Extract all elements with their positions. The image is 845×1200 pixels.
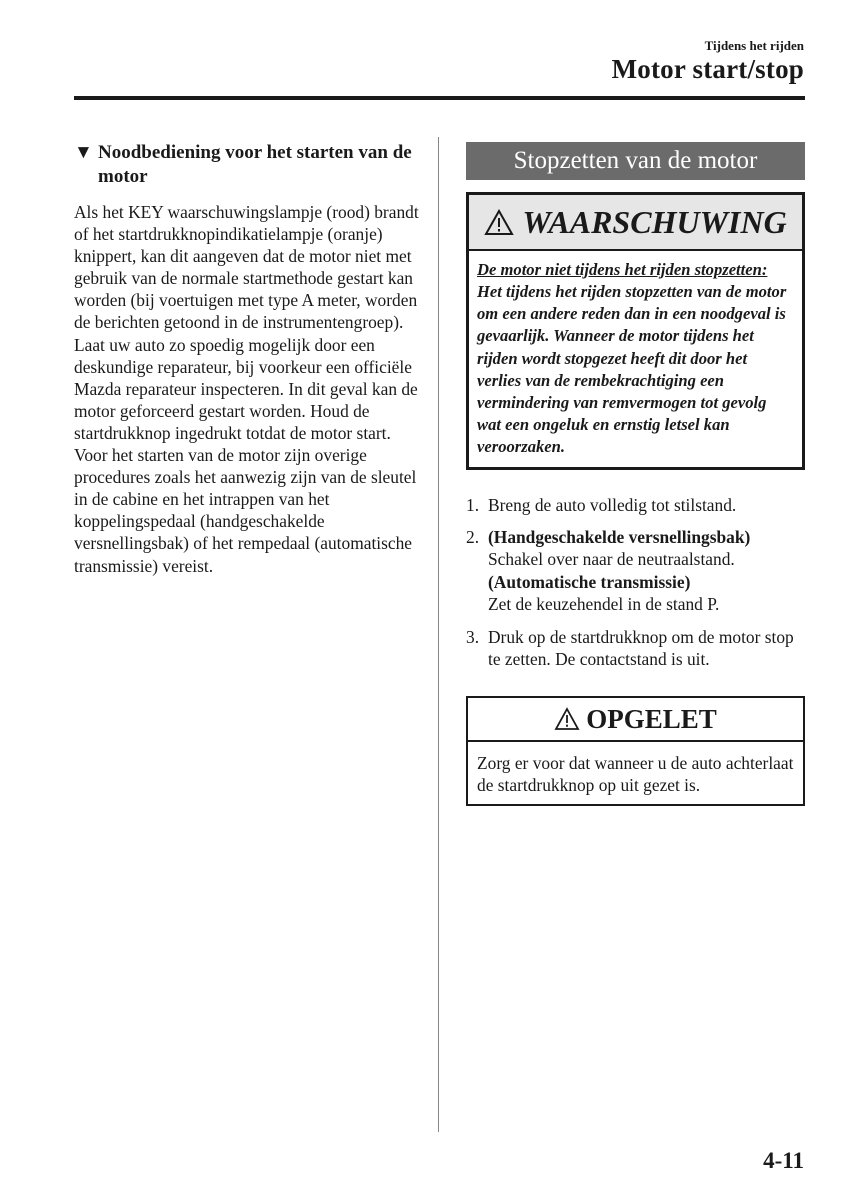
triangle-marker-icon: ▼ [74, 142, 93, 163]
warning-triangle-icon [554, 707, 580, 731]
step-body [488, 526, 805, 616]
warning-subtitle: De motor niet tijdens het rijden stopzetten: [477, 260, 768, 279]
page-number: 4-11 [763, 1148, 804, 1173]
step-text: Druk op de startdrukknop om de motor stop te zetten. De contactstand is uit. [488, 626, 794, 670]
emergency-start-paragraph: Als het KEY waarschuwingslampje (rood) brandt of het startdrukknopindikatielampje (oranje) knippert, kan dit aangeven dat de motor niet met gebruik van de normale startmethode gestart kan worden (bij voertuigen met type A meter, worden de berichten getoond in de instrumentengroep). Laat uw auto zo spoedig mogelijk door een deskundige reparateur, bij voorkeur een officiële Mazda reparateur inspecteren. In dit geval kan de motor geforceerd gestart worden. Houd de startdrukknop ingedrukt totdat de motor start. Voor het starten van de motor zijn overige procedures zoals het aanwezig zijn van de sleutel in de cabine en het intrappen van het koppelingspedaal (handgeschakelde versnellingsbak) of het rempedaal (automatische transmissie) vereist. [74, 202, 419, 576]
subsection-heading-text: Noodbediening voor het starten van de motor [98, 142, 412, 187]
step-number: 2. [466, 527, 480, 548]
warning-label: WAARSCHUWING [522, 203, 787, 240]
warning-text: Het tijdens het rijden stopzetten van de motor om een andere reden dan in een noodgeval is gevaarlijk. Wanneer de motor tijdens het rijden wordt stopgezet heeft dit door het verlies van de rembekrachtiging een vermindering van remvermogen tot gevolg wat een ongeluk en ernstig letsel kan veroorzaken. [477, 282, 787, 457]
automatic-transmission-label: (Automatische transmissie) [488, 571, 691, 592]
list-item [466, 494, 805, 516]
running-header-section: Tijdens het rijden [704, 38, 804, 53]
caution-header [468, 698, 803, 742]
warning-box [466, 192, 805, 470]
page-title: Motor start/stop [611, 54, 804, 84]
step-text: Breng de auto volledig tot stilstand. [488, 494, 737, 515]
right-column [466, 142, 805, 806]
automatic-transmission-text: Zet de keuzehendel in de stand P. [488, 594, 720, 615]
manual-transmission-text: Schakel over naar de neutraalstand. [488, 549, 735, 570]
warning-body [469, 251, 802, 467]
subsection-heading [74, 141, 420, 189]
step-number: 3. [466, 626, 480, 647]
left-column [74, 141, 420, 577]
list-item [466, 526, 805, 616]
section-title-bar: Stopzetten van de motor [466, 142, 805, 180]
header-rule [74, 96, 805, 100]
caution-text: Zorg er voor dat wanneer u de auto achterlaat de startdrukknop op uit gezet is. [477, 753, 794, 796]
manual-transmission-label: (Handgeschakelde versnellingsbak) [488, 527, 751, 548]
warning-triangle-icon [484, 209, 514, 236]
column-divider [438, 137, 439, 1132]
caution-label: OPGELET [586, 703, 717, 734]
list-item [466, 626, 805, 671]
caution-box [466, 696, 805, 806]
step-number: 1. [466, 494, 480, 515]
warning-header [469, 195, 802, 251]
stop-steps-list [466, 494, 805, 671]
